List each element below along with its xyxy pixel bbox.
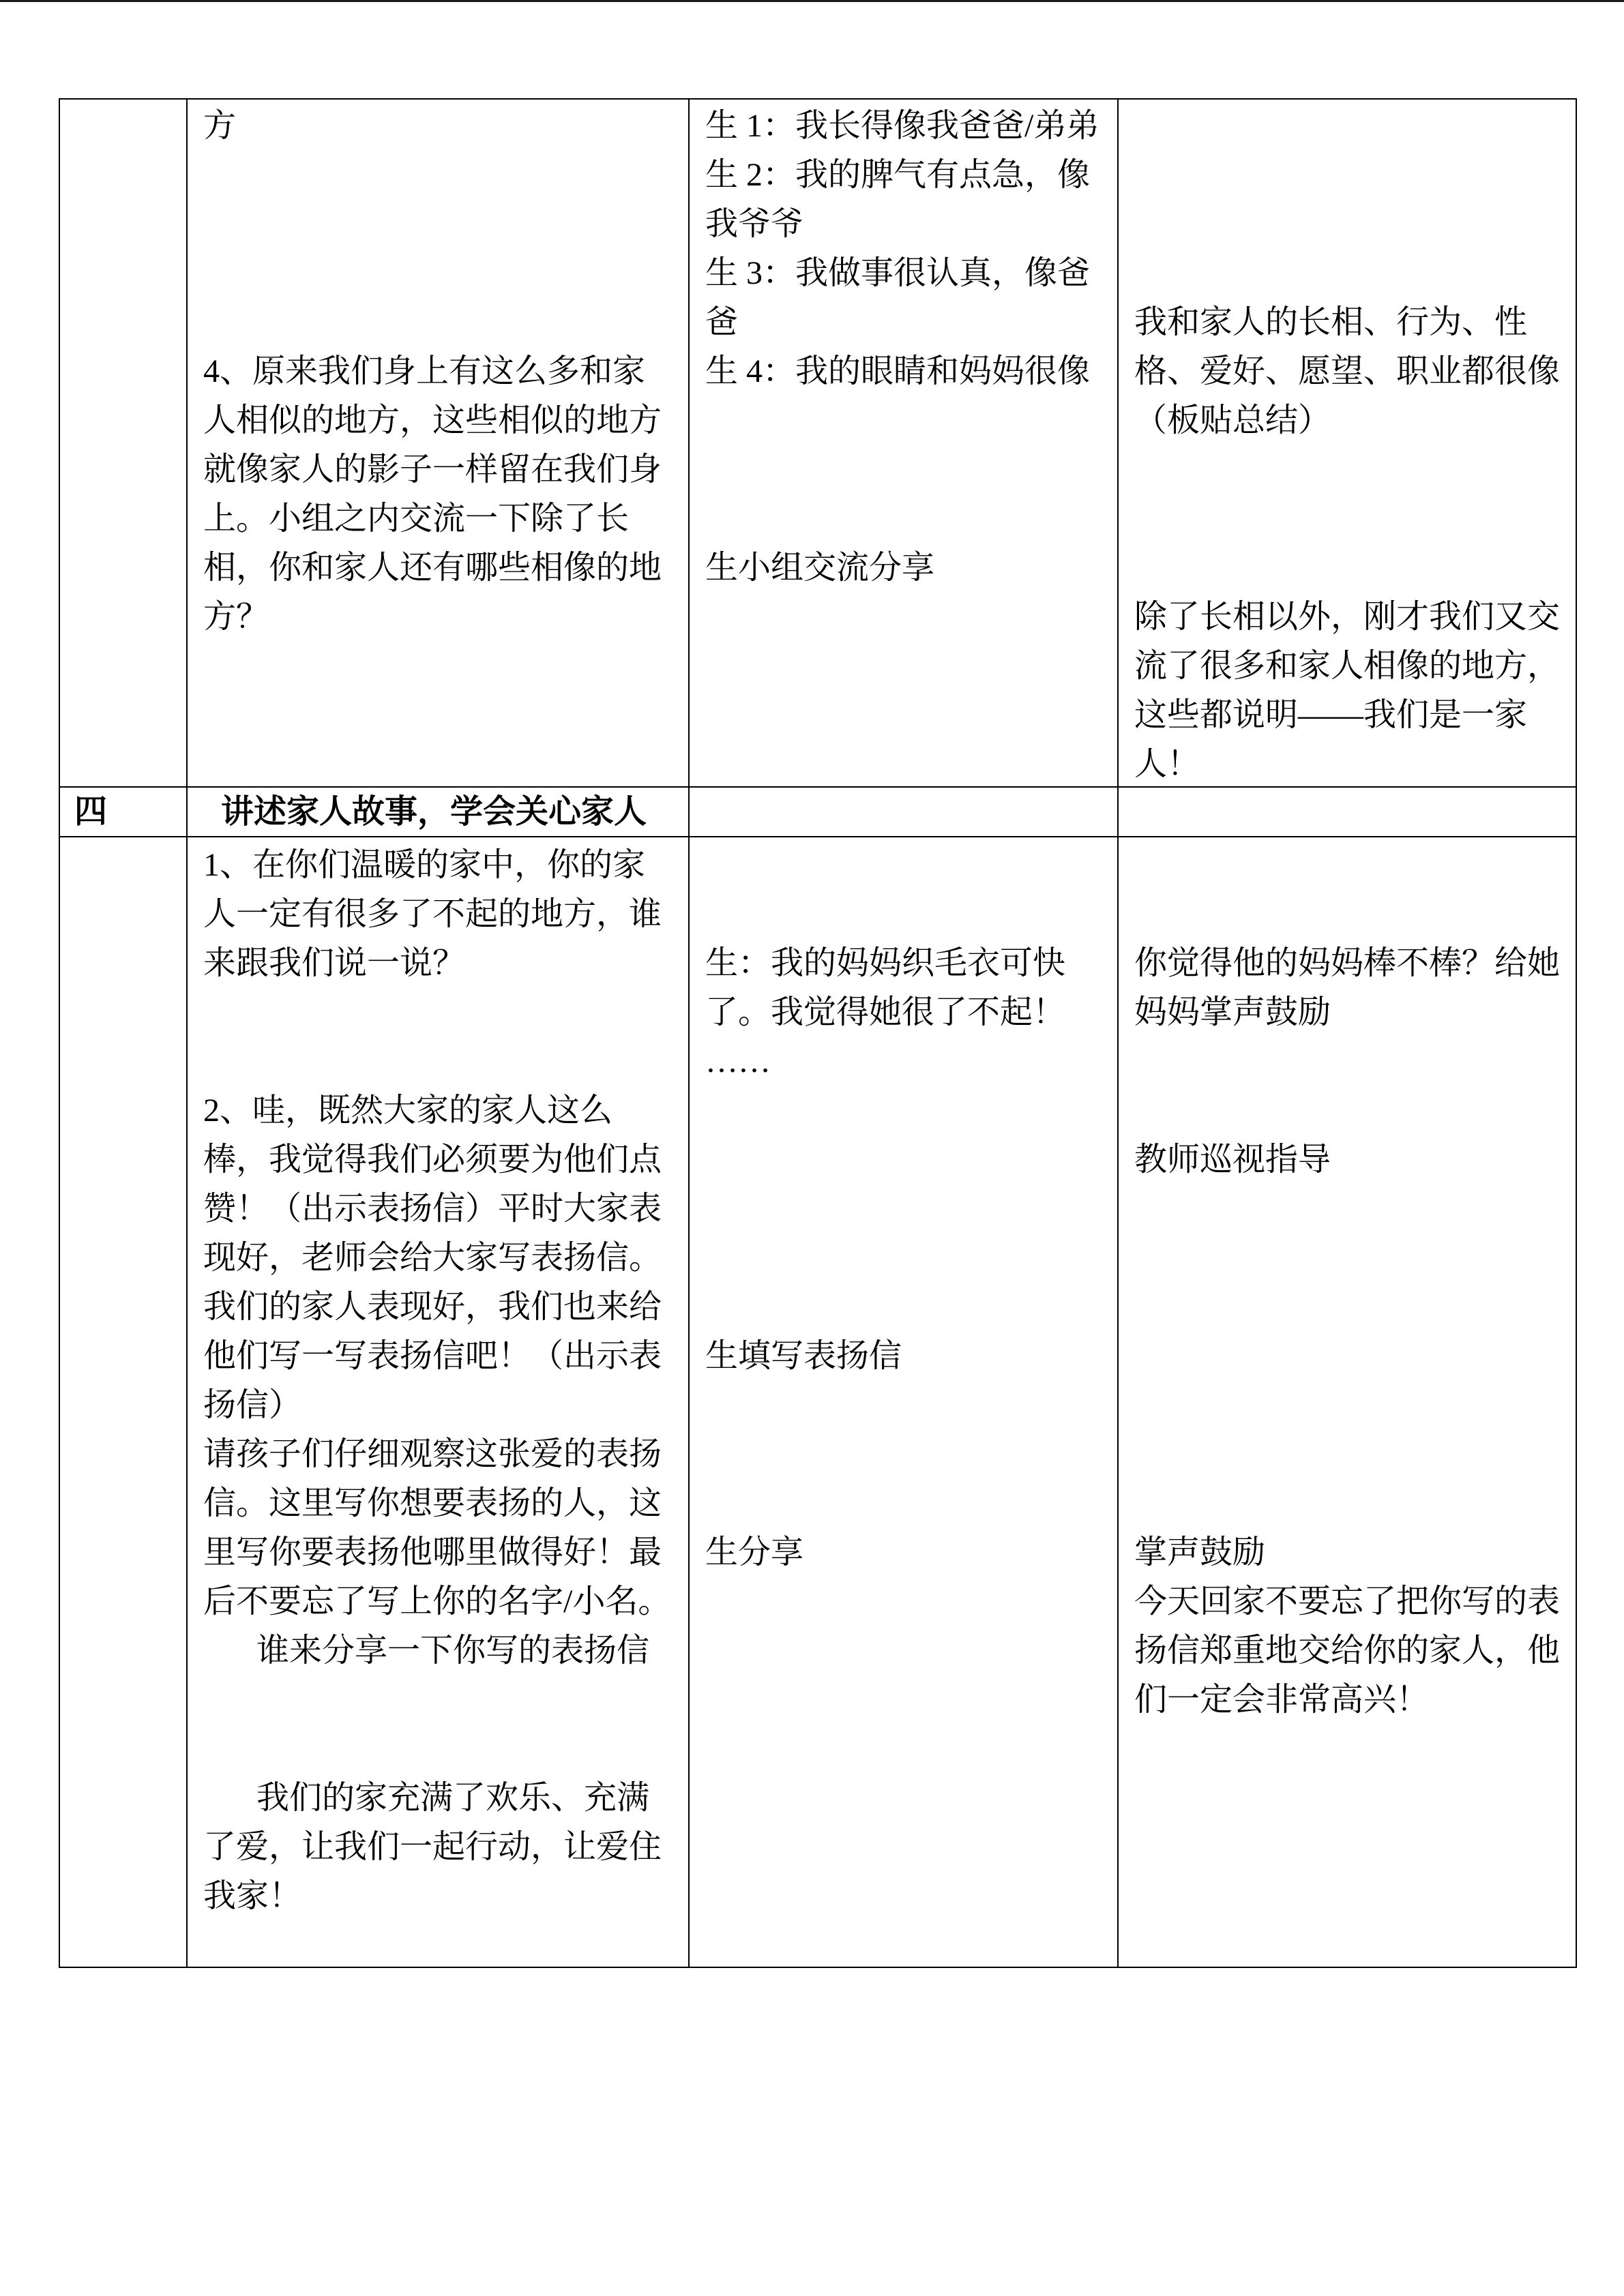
text-line: 我们的家人表现好，我们也来给 — [203, 1289, 662, 1325]
text-line: 生填写表扬信 — [705, 1338, 902, 1374]
text-line: 人相似的地方，这些相似的地方 — [203, 402, 662, 438]
design-paragraph — [1134, 593, 1560, 789]
text-line: 信。这里写你想要表扬的人，这 — [203, 1485, 662, 1521]
text-line: 我家！ — [203, 1878, 302, 1914]
text-line: 扬信郑重地交给你的家人，他 — [1134, 1632, 1561, 1669]
text-line: 扬信） — [203, 1387, 302, 1423]
teacher-paragraph — [256, 1626, 649, 1675]
text-line: 生：我的妈妈织毛衣可快 — [705, 945, 1066, 981]
row2-design-cell — [1119, 788, 1576, 837]
text-line: 生小组交流分享 — [705, 550, 935, 586]
design-paragraph — [1134, 939, 1560, 1037]
row3-step-cell — [60, 837, 188, 1967]
text-line: 相，你和家人还有哪些相像的地 — [203, 550, 662, 586]
text-line: 你觉得他的妈妈棒不棒？给她 — [1134, 945, 1561, 981]
text-line: 人一定有很多了不起的地方，谁 — [203, 896, 662, 932]
text-line: 人！ — [1134, 746, 1200, 782]
text-line: 方？ — [203, 599, 269, 635]
text-line: 除了长相以外，刚才我们又交 — [1134, 599, 1561, 635]
text-line: 来跟我们说一说？ — [203, 945, 466, 981]
page-edge-line — [0, 0, 1624, 2]
text-line: 生分享 — [705, 1534, 804, 1570]
student-paragraph — [705, 102, 1099, 396]
row1-student-cell — [690, 100, 1119, 788]
section-title: 讲述家人故事，学会关心家人 — [221, 794, 647, 830]
student-paragraph — [705, 543, 934, 593]
text-line: 谁来分享一下你写的表扬信 — [256, 1632, 650, 1669]
text-line: 我爷爷 — [705, 206, 804, 242]
text-line: 2、哇，既然大家的家人这么 — [203, 1092, 613, 1129]
row1-step-cell — [60, 100, 188, 788]
row3-teacher-cell — [188, 837, 690, 1967]
teacher-paragraph — [203, 1086, 670, 1626]
lesson-plan-table — [59, 98, 1577, 1968]
row2-title-cell — [188, 788, 690, 837]
text-line: 了爱，让我们一起行动，让爱住 — [203, 1829, 662, 1865]
text-line: 生 3：我做事很认真，像爸 — [705, 255, 1091, 291]
design-paragraph — [1134, 1528, 1560, 1725]
student-paragraph — [705, 1528, 803, 1577]
row2-step-cell — [60, 788, 188, 837]
row2-student-cell — [690, 788, 1119, 837]
text-line: 们一定会非常高兴！ — [1134, 1682, 1430, 1718]
text-line: 掌声鼓励 — [1134, 1534, 1266, 1570]
text-line: 这些都说明——我们是一家 — [1134, 697, 1528, 733]
text-line: （板贴总结） — [1134, 402, 1331, 438]
text-line: 里写你要表扬他哪里做得好！最 — [203, 1534, 662, 1570]
design-paragraph — [1134, 1135, 1331, 1184]
text-line: …… — [705, 1043, 771, 1079]
text-line: 生 1：我长得像我爸爸/弟弟 — [705, 108, 1099, 144]
row1-design-cell — [1119, 100, 1576, 788]
text-line: 棒，我觉得我们必须要为他们点 — [203, 1142, 662, 1178]
text-line: 爸 — [705, 304, 739, 340]
text-line: 上。小组之内交流一下除了长 — [203, 501, 630, 537]
text-line: 1、在你们温暖的家中，你的家 — [203, 847, 646, 883]
teacher-paragraph — [203, 102, 236, 151]
text-line: 后不要忘了写上你的名字/小名。 — [203, 1583, 671, 1620]
teacher-paragraph — [203, 1774, 662, 1921]
text-line: 教师巡视指导 — [1134, 1142, 1331, 1178]
text-line: 我们的家充满了欢乐、充满 — [256, 1780, 650, 1816]
text-line: 他们写一写表扬信吧！（出示表 — [203, 1338, 662, 1374]
design-paragraph — [1134, 298, 1560, 445]
text-line: 4、原来我们身上有这么多和家 — [203, 353, 646, 389]
text-line: 了。我觉得她很了不起！ — [705, 994, 1066, 1030]
text-line: 今天回家不要忘了把你写的表 — [1134, 1583, 1561, 1620]
text-line: 格、爱好、愿望、职业都很像 — [1134, 353, 1561, 389]
text-line: 妈妈掌声鼓励 — [1134, 994, 1331, 1030]
text-line: 现好，老师会给大家写表扬信。 — [203, 1240, 662, 1276]
row3-design-cell — [1119, 837, 1576, 1967]
text-line: 我和家人的长相、行为、性 — [1134, 304, 1528, 340]
student-paragraph — [705, 1332, 902, 1381]
row1-teacher-cell — [188, 100, 690, 788]
text-line: 就像家人的影子一样留在我们身 — [203, 451, 662, 488]
text-line: 方 — [203, 108, 237, 144]
teacher-paragraph — [203, 347, 662, 642]
student-paragraph — [705, 939, 1065, 1086]
teacher-paragraph — [203, 841, 662, 988]
section-number: 四 — [74, 794, 108, 830]
text-line: 生 4：我的眼睛和妈妈很像 — [705, 353, 1091, 389]
text-line: 赞！（出示表扬信）平时大家表 — [203, 1191, 662, 1227]
row3-student-cell — [690, 837, 1119, 1967]
text-line: 生 2：我的脾气有点急，像 — [705, 157, 1091, 193]
text-line: 请孩子们仔细观察这张爱的表扬 — [203, 1436, 662, 1472]
text-line: 流了很多和家人相像的地方， — [1134, 648, 1561, 684]
